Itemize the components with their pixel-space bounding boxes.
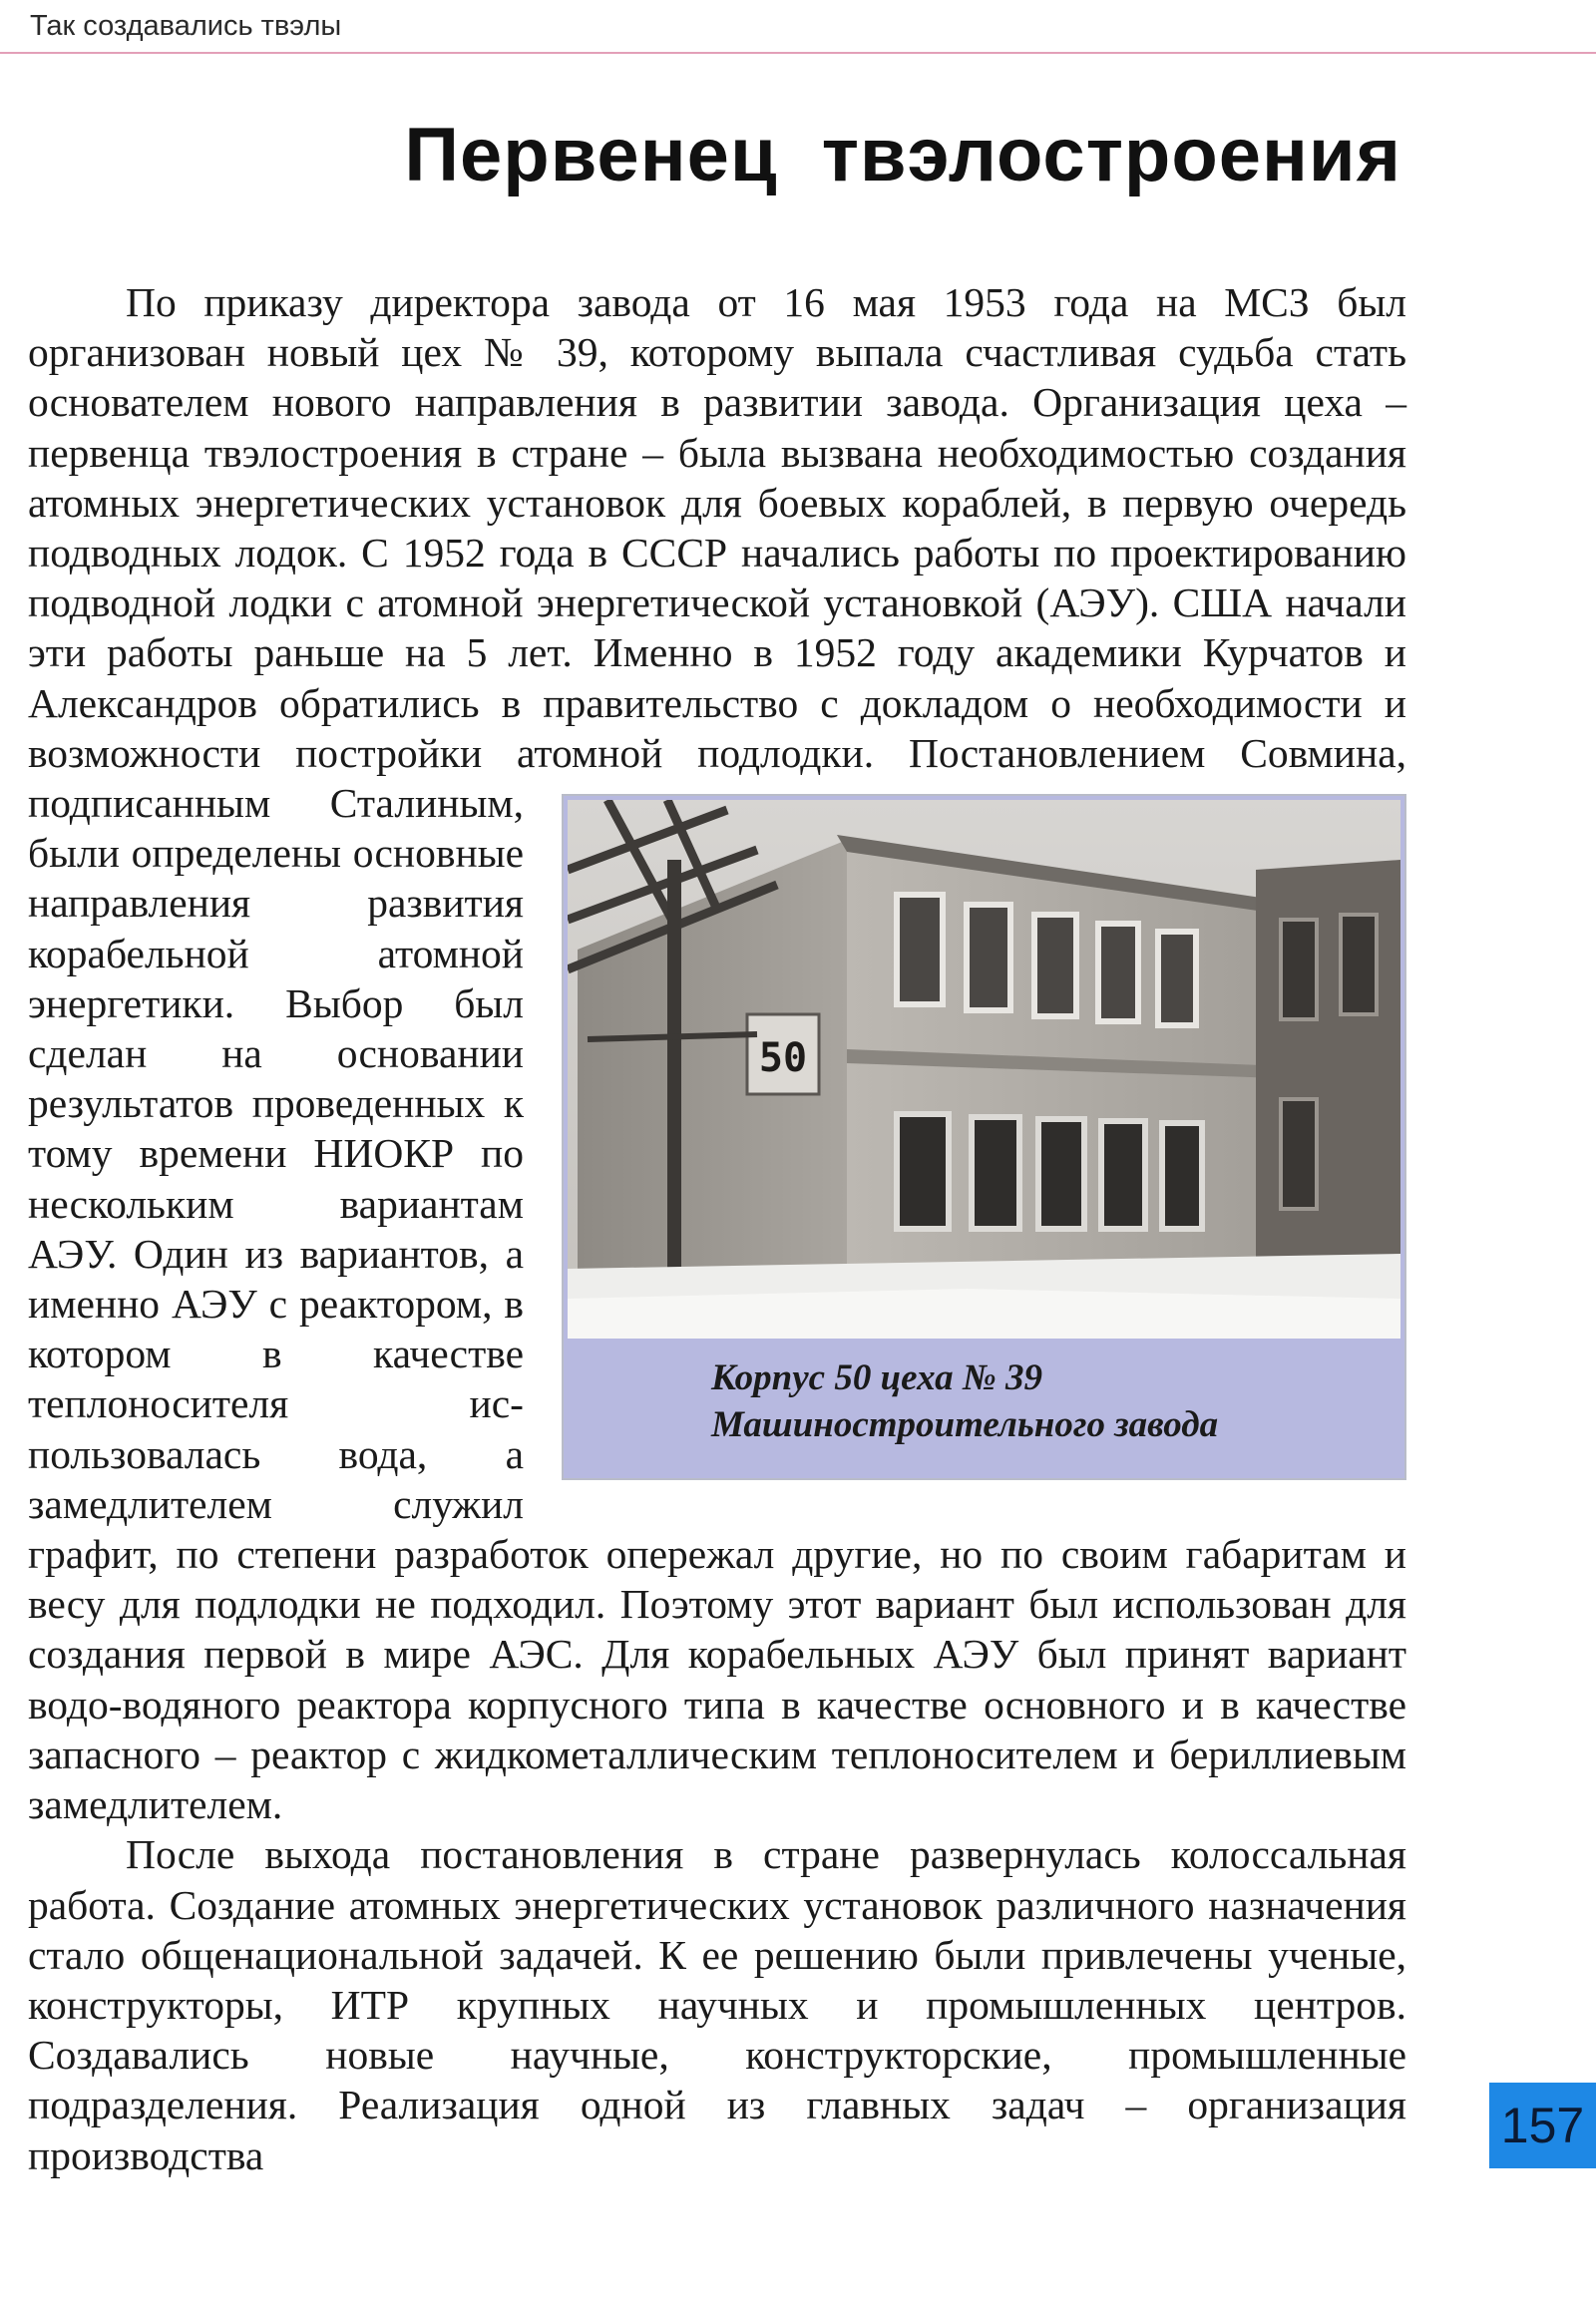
page-number: 157 xyxy=(1489,2083,1596,2168)
article-body xyxy=(28,277,1406,2180)
figure-caption xyxy=(613,1354,1218,1448)
paragraph-1-rest: нием Совмина, подписанным Сталиным, были определены основные направления развития корабельной атомной энергетики. Выбор был сделан на основании результатов проведенных к тому времени НИОКР по нескольким вариантам АЭУ. Один из вариантов, а именно АЭУ с реактором, в котором в качестве теплоносителя использовалась вода, а замедлителем служил графит, по степени разработок опережал другие, но по своим габаритам и весу для подлодки не подходил. Поэтому этот вариант был использован для создания первой в мире АЭС. Для корабельных АЭУ был принят вариант водо-водяного реактора корпусного типа в качестве основного и в качестве запасного – реактор с жидкометаллическим теплоносителем и бериллиевым замедлителем. xyxy=(28,729,1407,1828)
page-title: Первенец твэлостроения xyxy=(404,113,1401,197)
running-header-title: Так создавались твэлы xyxy=(30,10,342,42)
figure xyxy=(562,794,1406,1480)
paragraph-2: После выхода постановления в стране развернулась колоссальная работа. Создание атомных энергетических установок различного назначения стало общенациональной задачей. К ее решению были привлечены ученые, конструкторы, ИТР крупных научных и промышленных центров. Создавались новые научные, конструкторские, промышленные подразделения. Реализация одной из главных задач – организация производства xyxy=(28,1831,1406,2178)
building-photo xyxy=(568,800,1400,1339)
paragraph-1-lead: По приказу директора завода от 16 мая 1953 года на МСЗ был организован новый цех № 39, которому выпала счастливая судьба стать основателем нового направления в развитии завода. Организация цеха – первенца твэлостроения в стране – была вызвана необходимостью создания атомных энергетических установок для боевых кораблей, в первую очередь подводных лодок. С 1952 года в СССР начались работы по проектированию подводной лодки с атомной энергетической установкой (АЭУ). США начали эти работы раньше на 5 лет. Именно в 1952 году академики Курчатов и Александров обратились в правительство с докладом о необходимости и возможности постройки атомной подлодки. Постановле xyxy=(28,279,1406,776)
paragraph-1 xyxy=(28,277,1406,1829)
building-number: 50 xyxy=(758,1035,808,1082)
figure-caption-line-1: Корпус 50 цеха № 39 xyxy=(711,1357,1042,1399)
figure-caption-line-2: Машиностроительного завода xyxy=(711,1404,1219,1446)
running-header xyxy=(0,0,1596,54)
